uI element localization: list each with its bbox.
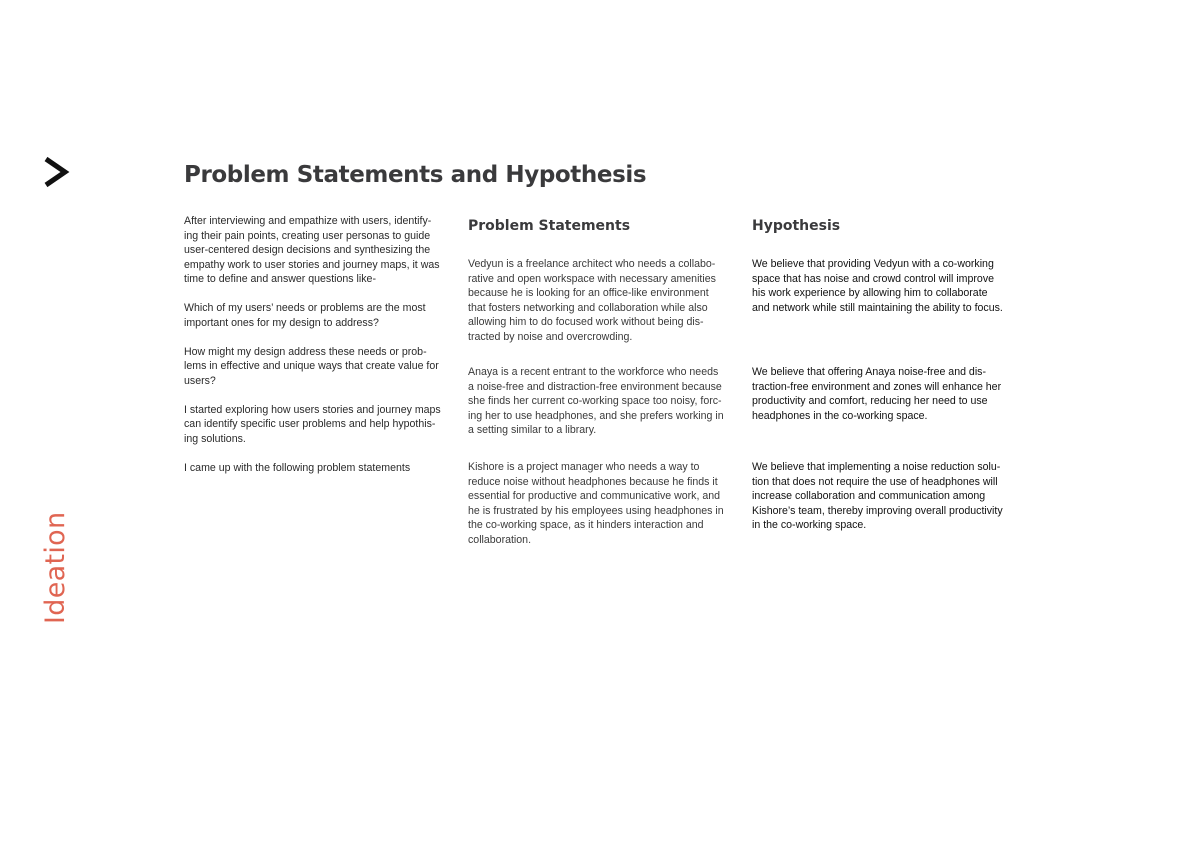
page-title: Problem Statements and Hypothesis (184, 162, 647, 188)
problem-statement-text: Kishore is a project manager who needs a way to reduce noise without headphones because he finds it essential for productive and communicative work, and he is frustrated by his employees using headphones in the co-working space, as it hinders interaction and collaboration. (468, 461, 724, 546)
problem-statement-text: Vedyun is a freelance architect who needs a collabo-rative and open workspace with necessary amenities because he is looking for an office-like environment that fosters networking and collaboration while also allowing him to do focused work without being dis-tracted by noise and overcrowding. (468, 258, 716, 343)
problem-statement-text: Anaya is a recent entrant to the workforce who needs a noise-free and distraction-free environment because she finds her current co-working space too noisy, forc-ing her to use headphones, and she prefers working in a setting similar to a library. (468, 366, 724, 436)
hypothesis-statement (752, 257, 1008, 315)
intro-paragraph: I started exploring how users stories and journey maps can identify specific user problems and help hypothis-ing solutions. (184, 403, 441, 445)
problem-statements-column (468, 214, 724, 546)
intro-paragraph: I came up with the following problem statements (184, 461, 411, 474)
intro-paragraph: Which of my users’ needs or problems are the most important ones for my design to address? (184, 302, 426, 329)
problem-statement (468, 257, 724, 344)
problem-statement (468, 460, 724, 547)
problem-statement (468, 365, 724, 438)
hypothesis-statement (752, 460, 1008, 533)
intro-column (184, 214, 442, 490)
hypothesis-heading: Hypothesis (752, 218, 841, 234)
intro-paragraph: How might my design address these needs or prob-lems in effective and unique ways that create value for users? (184, 345, 439, 387)
hypothesis-text: We believe that providing Vedyun with a co-working space that has noise and crowd control will improve his work experience by allowing him to collaborate and network while still maintaining the ability to focus. (752, 258, 1003, 314)
chevron-right-icon (42, 156, 70, 188)
section-label: Ideation (40, 511, 71, 624)
hypothesis-column (752, 214, 1008, 531)
hypothesis-text: We believe that offering Anaya noise-free and dis-traction-free environment and zones will enhance her productivity and comfort, reducing her need to use headphones in the co-working space. (752, 366, 1002, 422)
hypothesis-statement (752, 365, 1008, 423)
hypothesis-text: We believe that implementing a noise reduction solu-tion that does not require the use of headphones will increase collaboration and communication among Kishore’s team, thereby improving overall productivity in the co-working space. (752, 461, 1003, 531)
problem-statements-heading: Problem Statements (468, 218, 631, 234)
intro-paragraph: After interviewing and empathize with users, identify-ing their pain points, creating user personas to guide user-centered design decisions and synthesizing the empathy work to user stories and journey maps, it was time to define and answer questions like- (184, 215, 440, 285)
